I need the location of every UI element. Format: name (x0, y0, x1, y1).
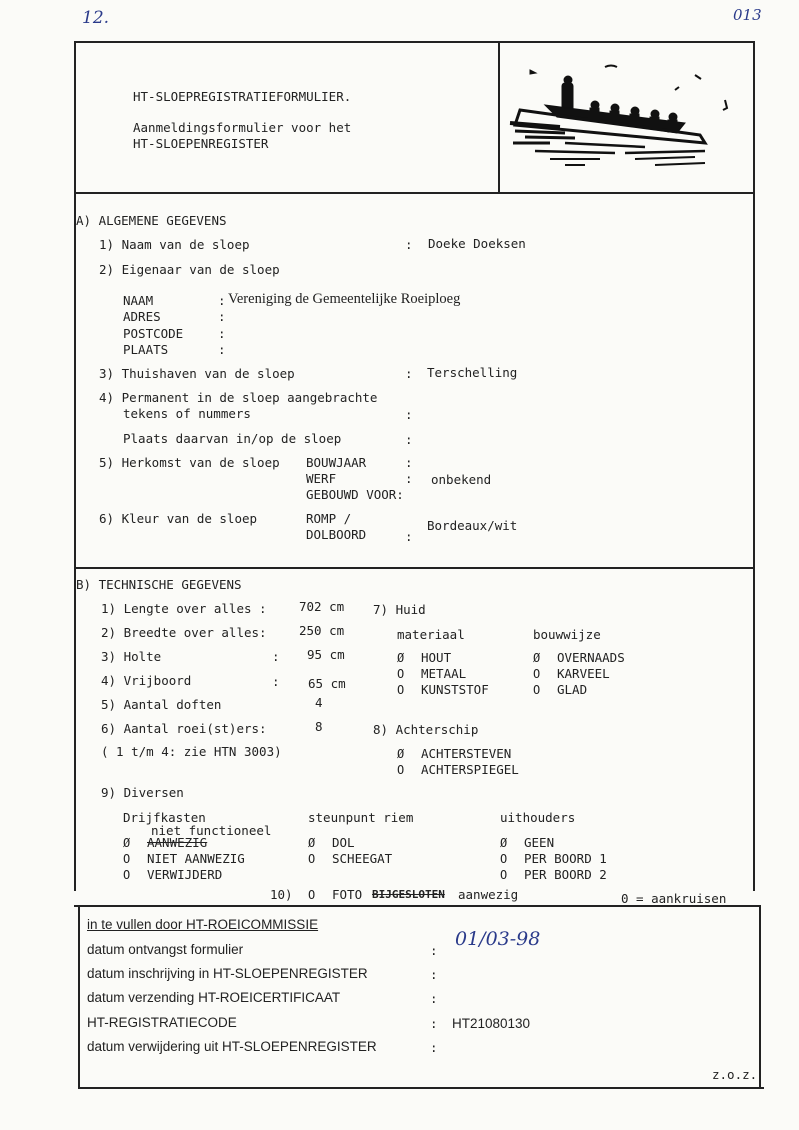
handwritten-page-number: 12. (82, 8, 110, 28)
q5-bouwjaar-colon: : (405, 455, 413, 470)
q1-colon: : (405, 237, 413, 252)
option-geen: GEEN (524, 835, 555, 850)
checkbox-achterspiegel[interactable]: O (397, 763, 405, 777)
frame-left (74, 41, 76, 891)
office-row-inschrijving-colon: : (430, 967, 438, 982)
section-a-heading: A) ALGEMENE GEGEVENS (76, 213, 227, 228)
office-row-registratiecode: HT-REGISTRATIECODE (87, 1015, 237, 1030)
width-value: 250 cm (299, 623, 345, 638)
option-glad: GLAD (557, 682, 588, 697)
q4-label-2: tekens of nummers (123, 406, 251, 421)
option-kunststof: KUNSTSTOF (421, 682, 489, 697)
frame-top (74, 41, 754, 43)
q10-struck-text: BIJGESLOTEN (372, 888, 445, 901)
owner-adres-label: ADRES (123, 309, 161, 324)
rowers-label: 6) Aantal roei(st)ers: (101, 721, 267, 736)
q4-label-1: 4) Permanent in de sloep aangebrachte (99, 390, 378, 405)
q6-dolboord-label: DOLBOORD (306, 527, 367, 542)
q3-colon: : (405, 366, 413, 381)
q5-werf-label: WERF (306, 471, 337, 486)
q7-label: 7) Huid (373, 602, 426, 617)
steunpunt-header: steunpunt riem (308, 810, 414, 825)
q10-value: aanwezig (458, 887, 519, 902)
owner-postcode-colon: : (218, 326, 226, 341)
office-row-ontvangst-colon: : (430, 943, 438, 958)
q5-werf-colon: : (405, 471, 413, 486)
length-value: 702 cm (299, 599, 345, 614)
office-row-registratiecode-colon: : (430, 1016, 438, 1031)
checkbox-achtersteven[interactable]: Ø (397, 747, 405, 761)
depth-label: 3) Holte (101, 649, 162, 664)
q5-gebouwd-voor-label: GEBOUWD VOOR: (306, 487, 404, 502)
home-port-value: Terschelling (427, 365, 518, 380)
freeboard-label: 4) Vrijboord (101, 673, 192, 688)
checkbox-karveel[interactable]: O (533, 667, 541, 681)
colour-value: Bordeaux/wit (427, 518, 518, 533)
owner-naam-label: NAAM (123, 293, 154, 308)
section-b-heading: B) TECHNISCHE GEGEVENS (76, 577, 242, 592)
thwarts-label: 5) Aantal doften (101, 697, 222, 712)
q6-colon: : (405, 529, 413, 544)
q4-colon: : (405, 407, 413, 422)
q7-bouwwijze-header: bouwwijze (533, 627, 601, 642)
depth-colon: : (272, 649, 280, 664)
thwarts-value: 4 (315, 695, 323, 710)
checkbox-geen[interactable]: Ø (500, 836, 508, 850)
checkbox-glad[interactable]: O (533, 683, 541, 697)
owner-plaats-colon: : (218, 342, 226, 357)
length-label: 1) Lengte over alles : (101, 601, 267, 616)
option-achtersteven: ACHTERSTEVEN (421, 746, 512, 761)
checkbox-per-boord-1[interactable]: O (500, 852, 508, 866)
frame-right (753, 41, 755, 891)
q4-sub-colon: : (405, 432, 413, 447)
depth-value: 95 cm (307, 647, 345, 662)
q6-label: 6) Kleur van de sloep (99, 511, 258, 526)
uithouders-header: uithouders (500, 810, 576, 825)
option-dol: DOL (332, 835, 355, 850)
q5-bouwjaar-label: BOUWJAAR (306, 455, 367, 470)
zoz-footer: z.o.z. (712, 1067, 758, 1082)
q9-label: 9) Diversen (101, 785, 184, 800)
q3-label: 3) Thuishaven van de sloep (99, 366, 295, 381)
header-vertical-divider (498, 41, 500, 193)
option-aanwezig: AANWEZIG (147, 835, 208, 850)
q1-label: 1) Naam van de sloep (99, 237, 250, 252)
office-row-verwijdering: datum verwijdering uit HT-SLOEPENREGISTER (87, 1039, 377, 1054)
q6-romp-label: ROMP / (306, 511, 352, 526)
q10-label: FOTO (332, 887, 363, 902)
boat-name-value: Doeke Doeksen (428, 236, 526, 251)
option-scheegat: SCHEEGAT (332, 851, 393, 866)
checkbox-per-boord-2[interactable]: O (500, 868, 508, 882)
office-left-line (78, 905, 80, 1088)
drijfkasten-note: niet functioneel (151, 823, 272, 838)
office-row-ontvangst: datum ontvangst formulier (87, 942, 244, 957)
handwritten-received-date: 01/03-98 (455, 928, 541, 950)
q4-sub-label: Plaats daarvan in/op de sloep (123, 431, 342, 446)
htn-note: ( 1 t/m 4: zie HTN 3003) (101, 744, 282, 759)
office-right-line (759, 905, 761, 1088)
checkbox-kunststof[interactable]: O (397, 683, 405, 697)
option-per-boord-2: PER BOORD 2 (524, 867, 607, 882)
q10-number: 10) (270, 887, 293, 902)
form-subtitle-2: HT-SLOEPENREGISTER (133, 136, 269, 151)
office-row-verzending: datum verzending HT-ROEICERTIFICAAT (87, 990, 341, 1005)
owner-naam-value: Vereniging de Gemeentelijke Roeiploeg (228, 291, 461, 307)
freeboard-value: 65 cm (308, 676, 346, 691)
option-verwijderd: VERWIJDERD (147, 867, 223, 882)
q2-label: 2) Eigenaar van de sloep (99, 262, 280, 277)
form-subtitle-1: Aanmeldingsformulier voor het (133, 120, 352, 135)
option-hout: HOUT (421, 650, 452, 665)
header-divider (74, 192, 754, 194)
checkbox-aanwezig[interactable]: Ø (123, 836, 131, 850)
width-label: 2) Breedte over alles: (101, 625, 267, 640)
rowers-value: 8 (315, 719, 323, 734)
freeboard-colon: : (272, 674, 280, 689)
owner-adres-colon: : (218, 309, 226, 324)
checkbox-scheegat[interactable]: O (308, 852, 316, 866)
office-row-inschrijving: datum inschrijving in HT-SLOEPENREGISTER (87, 966, 368, 981)
option-niet-aanwezig: NIET AANWEZIG (147, 851, 245, 866)
registration-code-value: HT21080130 (452, 1016, 531, 1031)
checkbox-metaal[interactable]: O (397, 667, 405, 681)
option-metaal: METAAL (421, 666, 467, 681)
option-per-boord-1: PER BOORD 1 (524, 851, 607, 866)
option-overnaads: OVERNAADS (557, 650, 625, 665)
checkbox-overnaads[interactable]: Ø (533, 651, 541, 665)
owner-plaats-label: PLAATS (123, 342, 169, 357)
section-b-divider (74, 567, 754, 569)
office-heading: in te vullen door HT-ROEICOMMISSIE (87, 917, 319, 932)
q5-label: 5) Herkomst van de sloep (99, 455, 280, 470)
handwritten-form-number: 013 (733, 6, 762, 24)
option-achterspiegel: ACHTERSPIEGEL (421, 762, 519, 777)
q8-label: 8) Achterschip (373, 722, 479, 737)
office-bottom-line (78, 1087, 764, 1089)
form-title: HT-SLOEPREGISTRATIEFORMULIER. (133, 89, 352, 104)
legend-aankruisen: 0 = aankruisen (621, 891, 727, 906)
origin-value: onbekend (431, 472, 492, 487)
option-karveel: KARVEEL (557, 666, 610, 681)
checkbox-niet-aanwezig[interactable]: O (123, 852, 131, 866)
office-row-verzending-colon: : (430, 991, 438, 1006)
office-row-verwijdering-colon: : (430, 1040, 438, 1055)
owner-postcode-label: POSTCODE (123, 326, 184, 341)
rowing-boat-illustration (505, 55, 745, 185)
checkbox-dol[interactable]: Ø (308, 836, 316, 850)
drijfkasten-header: Drijfkasten (123, 810, 206, 825)
checkbox-foto[interactable]: O (308, 888, 316, 902)
q7-materiaal-header: materiaal (397, 627, 465, 642)
checkbox-verwijderd[interactable]: O (123, 868, 131, 882)
checkbox-hout[interactable]: Ø (397, 651, 405, 665)
owner-naam-colon: : (218, 293, 226, 308)
